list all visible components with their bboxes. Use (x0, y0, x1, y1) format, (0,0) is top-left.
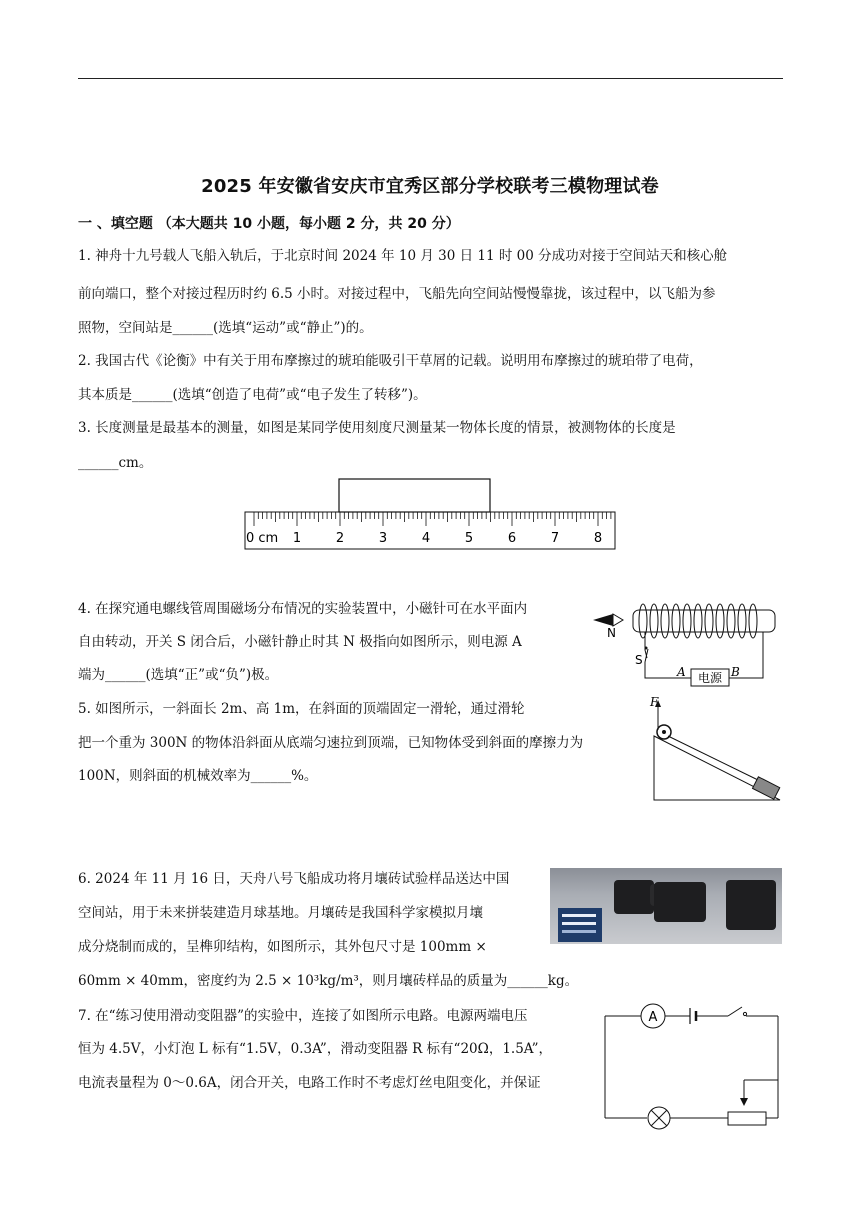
ruler-label: 7 (550, 531, 560, 546)
ruler-label: 6 (507, 531, 517, 546)
ruler-figure (240, 474, 620, 554)
q1-line-2: 前向端口，整个对接过程历时约 6.5 小时。对接过程中，飞船先向空间站慢慢靠拢，该过程中，以飞船为参 (78, 286, 716, 302)
q6-line-1: 6. 2024 年 11 月 16 日，天舟八号飞船成功将月壤砖试验样品送达中国 (78, 871, 510, 887)
solenoid-figure (585, 592, 785, 692)
q5-line-1: 5. 如图所示，一斜面长 2m、高 1m，在斜面的顶端固定一滑轮，通过滑轮 (78, 701, 525, 717)
q3-line-1: 3. 长度测量是最基本的测量，如图是某同学使用刻度尺测量某一物体长度的情景，被测物体的长度是 (78, 420, 676, 436)
terminal-b-label: B (731, 665, 740, 679)
brick-1 (614, 880, 654, 914)
q7-line-2: 恒为 4.5V，小灯泡 L 标有“1.5V，0.3A”，滑动变阻器 R 标有“20Ω，1.5A”， (78, 1041, 552, 1057)
ruler-label: 8 (593, 531, 603, 546)
ruler-label: 2 (335, 531, 345, 546)
q2-line-1: 2. 我国古代《论衡》中有关于用布摩擦过的琥珀能吸引干草屑的记载。说明用布摩擦过的琥珀带了电荷， (78, 353, 703, 369)
q4-line-1: 4. 在探究通电螺线管周围磁场分布情况的实验装置中，小磁针可在水平面内 (78, 601, 528, 617)
ruler-label: 3 (378, 531, 388, 546)
solenoid-core (633, 610, 775, 632)
q7-line-3: 电流表量程为 0～0.6A，闭合开关，电路工作时不考虑灯丝电阻变化，并保证 (78, 1075, 541, 1091)
q6-line-3: 成分烧制而成的，呈榫卯结构，如图所示，其外包尺寸是 100mm × (78, 939, 487, 955)
ruler-label: 5 (464, 531, 474, 546)
brick-3 (726, 880, 776, 930)
circuit-figure (600, 1000, 785, 1132)
power-source-label: 电源 (697, 671, 723, 685)
compass-needle-icon (593, 614, 613, 626)
needle-n-label: N (607, 626, 616, 640)
q7-line-1: 7. 在“练习使用滑动变阻器”的实验中，连接了如图所示电路。电源两端电压 (78, 1008, 528, 1024)
page-title: 2025 年安徽省安庆市宜秀区部分学校联考三模物理试卷 (201, 176, 659, 197)
q1-line-3: 照物，空间站是______(选填“运动”或“静止”)的。 (78, 320, 373, 336)
switch-icon (728, 1007, 742, 1016)
q4-line-3: 端为______(选填“正”或“负”)极。 (78, 667, 279, 683)
header-rule (78, 78, 783, 79)
q5-line-3: 100N，则斜面的机械效率为______%。 (78, 768, 318, 784)
ruler-labels (246, 531, 602, 546)
ruler-label: 1 (292, 531, 302, 546)
switch-s-label: S (635, 653, 643, 667)
q3-line-2: ______cm。 (78, 455, 153, 471)
incline-figure (640, 692, 785, 804)
q6-line-4: 60mm × 40mm，密度约为 2.5 × 10³kg/m³，则月壤砖样品的质量为______kg。 (78, 973, 579, 989)
brick-2 (654, 882, 706, 922)
q6-line-2: 空间站，用于未来拼装建造月球基地。月壤砖是我国科学家模拟月壤 (78, 905, 483, 921)
q2-line-2: 其本质是______(选填“创造了电荷”或“电子发生了转移”)。 (78, 387, 427, 403)
q5-line-2: 把一个重为 300N 的物体沿斜面从底端匀速拉到顶端，已知物体受到斜面的摩擦力为 (78, 735, 584, 751)
q1-line-1: 1. 神舟十九号载人飞船入轨后，于北京时间 2024 年 10 月 30 日 11 时 00 分成功对接于空间站天和核心舱 (78, 248, 728, 264)
ammeter-label: A (648, 1010, 658, 1025)
rheostat-icon (728, 1112, 766, 1125)
terminal-a-label: A (677, 665, 686, 679)
ruler-label: 4 (421, 531, 431, 546)
section-heading: 一 、填空题 （本大题共 10 小题，每小题 2 分，共 20 分） (78, 216, 460, 232)
info-card (558, 908, 602, 942)
force-f-label: F (650, 695, 659, 709)
ruler-ticks (254, 512, 611, 526)
lunar-brick-photo (550, 868, 782, 944)
ruler-label: 0 cm (246, 531, 279, 546)
measured-object (339, 479, 490, 512)
q4-line-2: 自由转动，开关 S 闭合后，小磁针静止时其 N 极指向如图所示，则电源 A (78, 634, 522, 650)
